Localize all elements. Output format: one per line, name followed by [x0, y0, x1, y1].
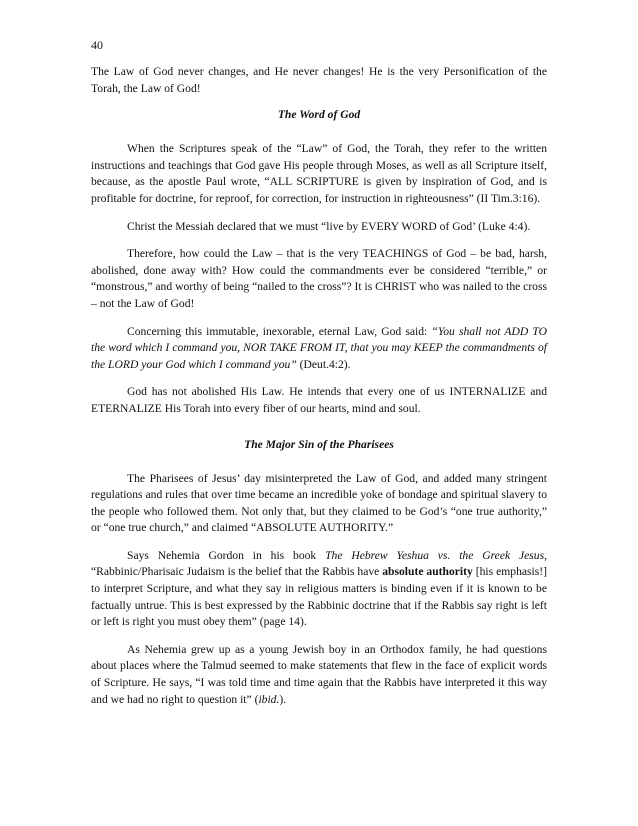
- section-heading-word-of-god: The Word of God: [277, 108, 361, 122]
- intro-paragraph: The Law of God never changes, and He never changes! He is the very Personification of the Torah, the Law of God!: [91, 65, 547, 95]
- page-body: [91, 64, 547, 719]
- paragraph-internalize: God has not abolished His Law. He intends that every one of us INTERNALIZE and ETERNALIZE His Torah into every fiber of our hearts, mind and soul.: [91, 385, 547, 415]
- paragraph-lead: Concerning this immutable, inexorable, eternal Law, God said:: [127, 324, 432, 338]
- paragraph-nehemia-gordon: [91, 548, 547, 631]
- book-title: The Hebrew Yeshua vs. the Greek Jesus: [325, 548, 545, 562]
- paragraph-law-of-god: When the Scriptures speak of the “Law” of God, the Torah, they refer to the written instructions and teachings that God gave His people through Moses, as well as all Scripture itself, because, as the apostle Paul wrote, “ALL SCRIPTURE is given by inspiration of God, and is profitable for doctrine, for reproof, for correction, for instruction in righteousness” (II Tim.3:16).: [91, 142, 547, 205]
- quote-text: , “Rabbinic/Pharisaic Judaism is the belief that the Rabbis have: [91, 548, 548, 579]
- paragraph-immutable-law: [91, 324, 547, 374]
- paragraph-end: ).: [279, 692, 287, 706]
- emphasis-text: absolute authority: [382, 565, 473, 579]
- paragraph-lead: Says Nehemia Gordon in his book: [127, 548, 326, 562]
- scripture-quote: “You shall not ADD TO the word which I command you, NOR TAKE FROM IT, that you may KEEP the commandments of the LORD your God which I command you”: [91, 324, 547, 371]
- section-heading-pharisees: The Major Sin of the Pharisees: [244, 437, 394, 451]
- ibid-reference: ibid.: [258, 692, 280, 706]
- paragraph-teachings: Therefore, how could the Law – that is the very TEACHINGS of God – be bad, harsh, abolished, done away with? How could the commandments ever be considered “terrible,” or “monstrous,” and worthy of being “nailed to the cross”? It is CHRIST who was nailed to the cross – not the Law of God!: [91, 247, 547, 310]
- page-number: 40: [91, 38, 103, 52]
- scripture-reference: (Deut.4:2).: [296, 357, 351, 371]
- paragraph-text: As Nehemia grew up as a young Jewish boy in an Orthodox family, he had questions about places where the Talmud seemed to make statements that flew in the face of explicit words of Scripture. He says, “I was told time and time again that the Rabbis have interpreted it this way and we had no right to question it” (: [91, 642, 547, 706]
- paragraph-pharisees: The Pharisees of Jesus’ day misinterpreted the Law of God, and added many stringent regulations and rules that over time became an incredible yoke of bondage and spiritual slavery to the people who followed them. Not only that, but they claimed to be God’s “one true authority,” or “one true church,” and claimed “ABSOLUTE AUTHORITY.”: [91, 471, 547, 535]
- quote-text-end: [his emphasis!] to interpret Scripture, and what they say in religious matters is binding even if it is known to be factually untrue. This is best expressed by the Rabbinic doctrine that if the Rabbis say right is left or left is right you must obey them” (page 14).: [91, 565, 547, 629]
- paragraph-every-word: Christ the Messiah declared that we must “live by EVERY WORD of God’ (Luke 4:4).: [127, 219, 531, 233]
- paragraph-nehemia-youth: [91, 642, 547, 708]
